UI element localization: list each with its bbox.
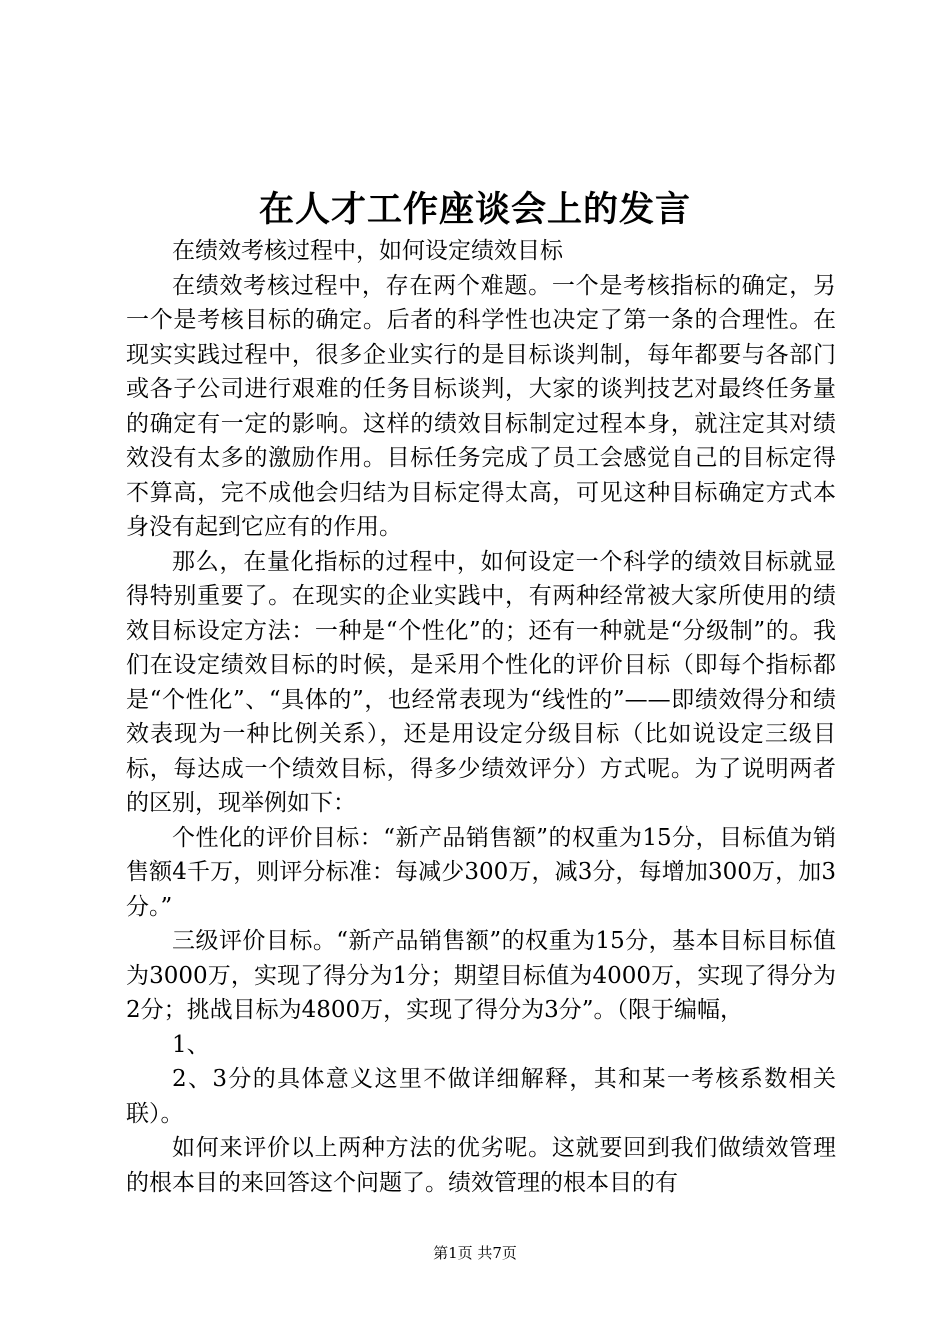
paragraph: 个性化的评价目标：“新产品销售额”的权重为15分，目标值为销售额4千万，则评分标准：每减少300万，减3分，每增加300万，加3分。” <box>126 824 836 920</box>
paragraph: 2、3分的具体意义这里不做详细解释，其和某一考核系数相关联）。 <box>126 1066 836 1127</box>
paragraph: 那么，在量化指标的过程中，如何设定一个科学的绩效目标就显得特别重要了。在现实的企业实践中，有两种经常被大家所使用的绩效目标设定方法：一种是“个性化”的；还有一种就是“分级制”的。我们在设定绩效目标的时候，是采用个性化的评价目标（即每个指标都是“个性化”、“具体的”，也经常表现为“线性的”——即绩效得分和绩效表现为一种比例关系），还是用设定分级目标（比如说设定三级目标，每达成一个绩效目标，得多少绩效评分）方式呢。为了说明两者的区别，现举例如下： <box>126 548 836 816</box>
paragraph: 三级评价目标。“新产品销售额”的权重为15分，基本目标目标值为3000万，实现了得分为1分；期望目标值为4000万，实现了得分为2分；挑战目标为4800万，实现了得分为3分”。（限于编幅， <box>126 928 836 1023</box>
page-footer: 第1页 共7页 <box>433 1244 517 1262</box>
paragraph: 1、 <box>172 1031 210 1058</box>
paragraph: 在绩效考核过程中，存在两个难题。一个是考核指标的确定，另一个是考核目标的确定。后者的科学性也决定了第一条的合理性。在现实实践过程中，很多企业实行的是目标谈判制，每年都要与各部门或各子公司进行艰难的任务目标谈判，大家的谈判技艺对最终任务量的确定有一定的影响。这样的绩效目标制定过程本身，就注定其对绩效没有太多的激励作用。目标任务完成了员工会感觉自己的目标定得不算高，完不成他会归结为目标定得太高，可见这种目标确定方式本身没有起到它应有的作用。 <box>126 272 836 540</box>
document-body <box>126 234 836 1200</box>
paragraph: 在绩效考核过程中，如何设定绩效目标 <box>172 238 563 264</box>
paragraph: 如何来评价以上两种方法的优劣呢。这就要回到我们做绩效管理的根本目的来回答这个问题了。绩效管理的根本目的有 <box>126 1135 836 1196</box>
document-title: 在人才工作座谈会上的发言 <box>258 189 691 230</box>
